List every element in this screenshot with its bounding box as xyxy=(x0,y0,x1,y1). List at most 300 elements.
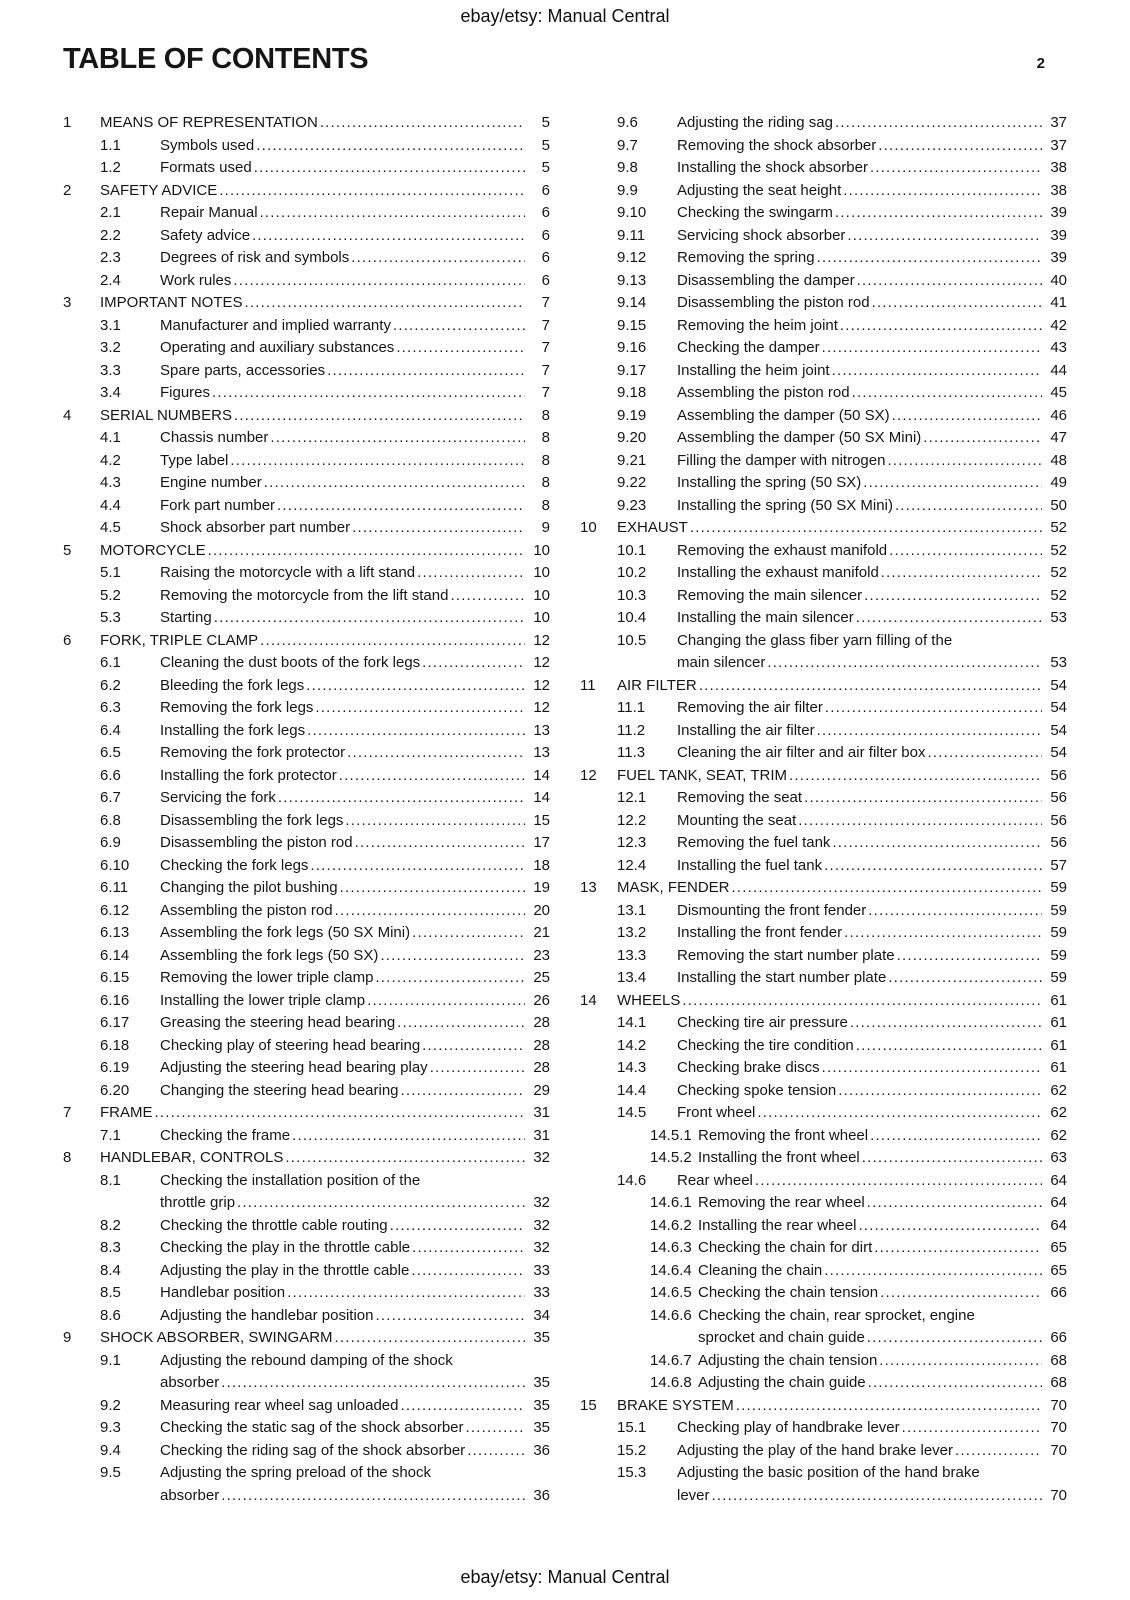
toc-entry-number: 15.1 xyxy=(617,1419,647,1436)
toc-entry-number: 14.6.8 xyxy=(650,1374,692,1391)
toc-leader-dots xyxy=(789,765,1042,788)
toc-leader-dots xyxy=(234,405,525,428)
toc-leader-dots xyxy=(850,1012,1042,1035)
toc-entry-title: Disassembling the piston rod xyxy=(677,294,870,311)
toc-entry-title: Checking the throttle cable routing xyxy=(160,1216,388,1234)
toc-entry-page: 64 xyxy=(1050,1194,1067,1211)
toc-entry-number: 9.17 xyxy=(617,361,647,379)
toc-entry-6-15 xyxy=(63,967,550,990)
toc-entry-page: 7 xyxy=(541,384,550,401)
toc-leader-dots xyxy=(277,495,525,518)
toc-entry-13-4 xyxy=(580,967,1067,990)
toc-entry-number: 10.4 xyxy=(617,609,647,626)
toc-entry-number: 3.4 xyxy=(100,384,121,401)
toc-entry-title: Adjusting the play in the throttle cable xyxy=(160,1261,410,1279)
toc-leader-dots xyxy=(874,1237,1042,1260)
toc-entry-page: 53 xyxy=(1050,654,1067,671)
toc-entry-14-6-3 xyxy=(580,1237,1067,1260)
toc-entry-page: 17 xyxy=(533,834,550,851)
toc-leader-dots xyxy=(798,810,1042,833)
toc-entry-title: Checking play of steering head bearing xyxy=(160,1036,421,1054)
toc-entry-page: 7 xyxy=(541,316,550,334)
toc-entry-6-4 xyxy=(63,720,550,743)
toc-entry-title: Installing the exhaust manifold xyxy=(677,564,879,581)
toc-entry-number: 11.3 xyxy=(617,744,646,761)
toc-entry-page: 70 xyxy=(1050,1486,1067,1504)
watermark-bottom: ebay/etsy: Manual Central xyxy=(460,1567,670,1587)
toc-entry-title: Spare parts, accessories xyxy=(160,361,326,379)
toc-entry-page: 12 xyxy=(533,654,550,671)
toc-entry-page: 59 xyxy=(1050,901,1067,919)
toc-entry-10-5-line2 xyxy=(580,652,1067,675)
toc-entry-page: 13 xyxy=(533,721,550,739)
toc-entry-page: 54 xyxy=(1050,721,1067,739)
toc-entry-number: 9 xyxy=(63,1329,72,1346)
toc-entry-title: Checking the chain for dirt xyxy=(698,1239,873,1256)
toc-entry-page: 56 xyxy=(1050,834,1067,851)
toc-entry-number: 6.13 xyxy=(100,924,130,941)
toc-leader-dots xyxy=(397,1012,525,1035)
toc-entry-page: 10 xyxy=(533,541,550,559)
toc-leader-dots xyxy=(285,1147,525,1170)
toc-entry-title: Checking the damper xyxy=(677,339,820,356)
toc-leader-dots xyxy=(155,1102,526,1125)
toc-entry-11-3 xyxy=(580,742,1067,765)
toc-leader-dots xyxy=(412,922,525,945)
toc-entry-title: Adjusting the chain tension xyxy=(698,1351,878,1369)
toc-entry-number: 4.5 xyxy=(100,519,121,536)
toc-entry-9-4 xyxy=(63,1440,550,1463)
toc-entry-number: 8.6 xyxy=(100,1306,121,1324)
toc-entry-4-4 xyxy=(63,495,550,518)
toc-entry-number: 11.2 xyxy=(617,721,646,739)
toc-leader-dots xyxy=(822,1057,1042,1080)
toc-entry-9-5-line2 xyxy=(63,1485,550,1508)
toc-entry-title: Checking tire air pressure xyxy=(677,1014,848,1031)
toc-entry-number: 6.11 xyxy=(100,879,129,896)
toc-entry-title: Installing the front wheel xyxy=(698,1149,860,1166)
toc-leader-dots xyxy=(422,1035,525,1058)
toc-entry-6-7 xyxy=(63,787,550,810)
toc-entry-6-1 xyxy=(63,652,550,675)
toc-entry-14-6-8 xyxy=(580,1372,1067,1395)
toc-entry-title: Degrees of risk and symbols xyxy=(160,249,350,266)
toc-entry-6-16 xyxy=(63,990,550,1013)
toc-entry-title: Assembling the damper (50 SX) xyxy=(677,406,890,424)
toc-entry-number: 2.2 xyxy=(100,226,121,244)
toc-entry-9-11 xyxy=(580,225,1067,248)
toc-entry-title: Checking the installation position of the xyxy=(160,1171,421,1189)
toc-entry-number: 9.15 xyxy=(617,316,647,334)
toc-entry-number: 4.1 xyxy=(100,429,121,446)
toc-entry-title: Removing the heim joint xyxy=(677,316,838,334)
toc-entry-page: 6 xyxy=(541,204,550,221)
toc-leader-dots xyxy=(868,900,1042,923)
toc-entry-title: Removing the front wheel xyxy=(698,1126,869,1144)
toc-entry-page: 37 xyxy=(1050,136,1067,154)
toc-entry-number: 13.4 xyxy=(617,969,647,986)
toc-entry-9-9 xyxy=(580,180,1067,203)
toc-entry-15 xyxy=(580,1395,1067,1418)
toc-entry-number: 9.1 xyxy=(100,1351,121,1369)
toc-leader-dots xyxy=(870,157,1042,180)
toc-entry-6-17 xyxy=(63,1012,550,1035)
toc-entry-title: Installing the rear wheel xyxy=(698,1216,857,1234)
toc-entry-page: 5 xyxy=(541,159,550,176)
toc-entry-6-6 xyxy=(63,765,550,788)
toc-entry-9-1-line1 xyxy=(63,1350,550,1373)
toc-entry-number: 14.6.7 xyxy=(650,1351,692,1369)
toc-entry-9-10 xyxy=(580,202,1067,225)
toc-entry-number: 3.3 xyxy=(100,361,121,379)
toc-entry-title: Checking the play in the throttle cable xyxy=(160,1239,411,1256)
toc-entry-9-23 xyxy=(580,495,1067,518)
toc-entry-number: 3 xyxy=(63,294,72,311)
toc-entry-number: 8.3 xyxy=(100,1239,121,1256)
toc-entry-page: 56 xyxy=(1050,789,1067,806)
toc-entry-page: 15 xyxy=(533,811,550,829)
toc-entry-title: Installing the fuel tank xyxy=(677,856,823,874)
toc-entry-14-1 xyxy=(580,1012,1067,1035)
toc-entry-title: Checking the chain tension xyxy=(698,1284,879,1301)
toc-entry-page: 47 xyxy=(1050,429,1067,446)
toc-entry-3 xyxy=(63,292,550,315)
toc-entry-page: 23 xyxy=(533,946,550,964)
toc-entry-4-5 xyxy=(63,517,550,540)
toc-entry-15-3-line1 xyxy=(580,1462,1067,1485)
toc-entry-page: 35 xyxy=(533,1419,550,1436)
toc-entry-3-3 xyxy=(63,360,550,383)
toc-entry-14 xyxy=(580,990,1067,1013)
toc-entry-number: 12.4 xyxy=(617,856,647,874)
toc-entry-title: Changing the pilot bushing xyxy=(160,879,338,896)
toc-entry-title: Figures xyxy=(160,384,211,401)
toc-entry-page: 39 xyxy=(1050,204,1067,221)
toc-entry-title: Installing the spring (50 SX Mini) xyxy=(677,496,893,514)
toc-leader-dots xyxy=(835,112,1042,135)
toc-leader-dots xyxy=(320,112,525,135)
toc-entry-9-8 xyxy=(580,157,1067,180)
toc-leader-dots xyxy=(340,877,525,900)
toc-entry-page: 32 xyxy=(533,1216,550,1234)
toc-leader-dots xyxy=(927,742,1042,765)
toc-leader-dots xyxy=(892,405,1042,428)
toc-entry-title: Dismounting the front fender xyxy=(677,901,867,919)
toc-entry-page: 59 xyxy=(1050,879,1067,896)
toc-entry-number: 12.3 xyxy=(617,834,647,851)
toc-entry-10-5-line1 xyxy=(580,630,1067,653)
toc-entry-number: 14.6.3 xyxy=(650,1239,692,1256)
toc-entry-number: 8.4 xyxy=(100,1261,121,1279)
toc-leader-dots xyxy=(699,675,1042,698)
toc-leader-dots xyxy=(237,1192,525,1215)
toc-entry-title: Work rules xyxy=(160,271,232,289)
toc-entry-page: 61 xyxy=(1050,991,1067,1009)
toc-entry-number: 6.2 xyxy=(100,676,121,694)
toc-entry-title: Adjusting the play of the hand brake lever xyxy=(677,1441,954,1459)
toc-entry-title: Safety advice xyxy=(160,226,251,244)
toc-entry-page: 13 xyxy=(533,744,550,761)
toc-leader-dots xyxy=(923,427,1042,450)
toc-entry-14-6-5 xyxy=(580,1282,1067,1305)
toc-leader-dots xyxy=(339,765,525,788)
toc-entry-page: 6 xyxy=(541,249,550,266)
toc-leader-dots xyxy=(252,225,525,248)
toc-leader-dots xyxy=(245,292,525,315)
toc-entry-page: 59 xyxy=(1050,969,1067,986)
toc-entry-page: 48 xyxy=(1050,451,1067,469)
toc-entry-title: Checking the fork legs xyxy=(160,856,309,874)
toc-entry-title: Cleaning the air filter and air filter box xyxy=(677,744,926,761)
toc-entry-number: 6.8 xyxy=(100,811,121,829)
toc-entry-title: Cleaning the dust boots of the fork legs xyxy=(160,654,421,671)
toc-entry-title: Measuring rear wheel sag unloaded xyxy=(160,1396,399,1414)
toc-entry-number: 9.19 xyxy=(617,406,647,424)
toc-entry-title: Disassembling the damper xyxy=(677,271,855,289)
toc-entry-page: 63 xyxy=(1050,1149,1067,1166)
toc-entry-title: Cleaning the chain xyxy=(698,1261,823,1279)
toc-leader-dots xyxy=(351,247,525,270)
toc-leader-dots xyxy=(278,787,525,810)
toc-entry-title: Servicing the fork xyxy=(160,789,276,806)
toc-entry-page: 14 xyxy=(533,789,550,806)
toc-entry-page: 36 xyxy=(533,1486,550,1504)
toc-entry-page: 21 xyxy=(533,924,550,941)
toc-entry-6-19 xyxy=(63,1057,550,1080)
toc-entry-6-9 xyxy=(63,832,550,855)
toc-entry-9-12 xyxy=(580,247,1067,270)
toc-entry-title: Shock absorber part number xyxy=(160,519,351,536)
toc-entry-page: 56 xyxy=(1050,811,1067,829)
toc-leader-dots xyxy=(857,270,1042,293)
toc-entry-14-6-2 xyxy=(580,1215,1067,1238)
toc-entry-number: 12 xyxy=(580,766,597,784)
toc-entry-title: Assembling the piston rod xyxy=(677,384,850,401)
toc-entry-title: FRAME xyxy=(100,1104,153,1121)
toc-entry-page: 46 xyxy=(1050,406,1067,424)
toc-entry-6-5 xyxy=(63,742,550,765)
toc-entry-7-1 xyxy=(63,1125,550,1148)
toc-entry-page: 49 xyxy=(1050,474,1067,491)
toc-leader-dots xyxy=(804,787,1042,810)
toc-entry-page: 38 xyxy=(1050,159,1067,176)
toc-entry-9-15 xyxy=(580,315,1067,338)
toc-entry-page: 68 xyxy=(1050,1374,1067,1391)
toc-entry-page: 64 xyxy=(1050,1171,1067,1189)
toc-entry-title: Removing the rear wheel xyxy=(698,1194,865,1211)
toc-entry-title: SERIAL NUMBERS xyxy=(100,406,232,424)
toc-entry-9-5-line1 xyxy=(63,1462,550,1485)
toc-entry-title: Repair Manual xyxy=(160,204,258,221)
toc-leader-dots xyxy=(307,720,525,743)
toc-entry-number: 9.7 xyxy=(617,136,638,154)
toc-entry-title: Installing the main silencer xyxy=(677,609,854,626)
toc-entry-title: Checking the swingarm xyxy=(677,204,833,221)
toc-entry-12-2 xyxy=(580,810,1067,833)
toc-entry-title: Checking the chain, rear sprocket, engine xyxy=(698,1306,975,1324)
toc-entry-number: 9.5 xyxy=(100,1464,121,1481)
toc-leader-dots xyxy=(955,1440,1042,1463)
toc-entry-7 xyxy=(63,1102,550,1125)
toc-entry-number: 15.3 xyxy=(617,1464,647,1481)
toc-entry-page: 10 xyxy=(533,586,550,604)
toc-entry-number: 9.6 xyxy=(617,114,638,131)
toc-entry-number: 4 xyxy=(63,406,72,424)
toc-entry-title: Bleeding the fork legs xyxy=(160,676,305,694)
toc-entry-number: 10.2 xyxy=(617,564,647,581)
toc-entry-number: 9.12 xyxy=(617,249,647,266)
toc-entry-4-1 xyxy=(63,427,550,450)
toc-entry-6-2 xyxy=(63,675,550,698)
toc-entry-page: 66 xyxy=(1050,1284,1067,1301)
toc-leader-dots xyxy=(824,1260,1042,1283)
toc-entry-12-3 xyxy=(580,832,1067,855)
toc-entry-9-6 xyxy=(580,112,1067,135)
toc-entry-number: 1.2 xyxy=(100,159,121,176)
toc-entry-page: 52 xyxy=(1050,541,1067,559)
toc-entry-1-2 xyxy=(63,157,550,180)
toc-entry-9-21 xyxy=(580,450,1067,473)
toc-entry-10-2 xyxy=(580,562,1067,585)
toc-leader-dots xyxy=(390,1215,525,1238)
toc-entry-14-6 xyxy=(580,1170,1067,1193)
toc-entry-9-13 xyxy=(580,270,1067,293)
toc-entry-number: 4.4 xyxy=(100,496,121,514)
toc-entry-6-20 xyxy=(63,1080,550,1103)
toc-entry-14-6-1 xyxy=(580,1192,1067,1215)
toc-entry-page: 12 xyxy=(533,631,550,649)
toc-entry-3-4 xyxy=(63,382,550,405)
toc-entry-2 xyxy=(63,180,550,203)
toc-leader-dots xyxy=(411,1260,525,1283)
toc-entry-number: 14.3 xyxy=(617,1059,647,1076)
toc-entry-number: 4.3 xyxy=(100,474,121,491)
toc-entry-14-5-1 xyxy=(580,1125,1067,1148)
toc-entry-number: 14 xyxy=(580,991,597,1009)
toc-entry-page: 26 xyxy=(533,991,550,1009)
toc-entry-title: Checking play of handbrake lever xyxy=(677,1419,900,1436)
toc-entry-title: Adjusting the chain guide xyxy=(698,1374,866,1391)
toc-entry-title: Servicing shock absorber xyxy=(677,226,846,244)
toc-entry-title: Assembling the fork legs (50 SX) xyxy=(160,946,379,964)
toc-entry-title: Installing the air filter xyxy=(677,721,815,739)
toc-entry-page: 65 xyxy=(1050,1239,1067,1256)
toc-entry-page: 32 xyxy=(533,1239,550,1256)
toc-entry-page: 64 xyxy=(1050,1216,1067,1234)
toc-leader-dots xyxy=(682,990,1042,1013)
toc-entry-page: 28 xyxy=(533,1036,550,1054)
toc-entry-number: 9.23 xyxy=(617,496,647,514)
toc-entry-title: MEANS OF REPRESENTATION xyxy=(100,114,318,131)
toc-leader-dots xyxy=(466,1417,525,1440)
toc-entry-title: MOTORCYCLE xyxy=(100,541,206,559)
toc-entry-10-4 xyxy=(580,607,1067,630)
toc-leader-dots xyxy=(856,1035,1042,1058)
toc-leader-dots xyxy=(376,1305,526,1328)
toc-entry-number: 13.2 xyxy=(617,924,647,941)
toc-entry-number: 14.5.2 xyxy=(650,1149,692,1166)
toc-entry-number: 5.1 xyxy=(100,564,121,581)
toc-entry-title: Disassembling the piston rod xyxy=(160,834,353,851)
toc-entry-8-3 xyxy=(63,1237,550,1260)
toc-entry-title: sprocket and chain guide xyxy=(698,1329,865,1346)
toc-leader-dots xyxy=(367,990,525,1013)
toc-entry-page: 29 xyxy=(533,1081,550,1099)
toc-entry-9-14 xyxy=(580,292,1067,315)
toc-entry-number: 14.4 xyxy=(617,1081,647,1099)
toc-entry-14-6-6-line2 xyxy=(580,1327,1067,1350)
toc-entry-page: 35 xyxy=(533,1329,550,1346)
toc-leader-dots xyxy=(467,1440,525,1463)
toc-leader-dots xyxy=(864,585,1042,608)
toc-entry-title: BRAKE SYSTEM xyxy=(617,1396,734,1414)
toc-entry-number: 3.1 xyxy=(100,316,121,334)
toc-entry-title: Manufacturer and implied warranty xyxy=(160,316,391,334)
toc-entry-page: 7 xyxy=(541,294,550,311)
toc-entry-number: 2.3 xyxy=(100,249,121,266)
toc-entry-title: Installing the spring (50 SX) xyxy=(677,474,862,491)
toc-leader-dots xyxy=(335,900,525,923)
toc-entry-number: 5 xyxy=(63,541,72,559)
toc-entry-page: 14 xyxy=(533,766,550,784)
toc-leader-dots xyxy=(878,135,1042,158)
toc-entry-9-20 xyxy=(580,427,1067,450)
toc-entry-title: SAFETY ADVICE xyxy=(100,181,218,199)
toc-entry-number: 6.18 xyxy=(100,1036,130,1054)
toc-leader-dots xyxy=(347,742,525,765)
toc-entry-title: Handlebar position xyxy=(160,1284,286,1301)
toc-leader-dots xyxy=(400,1395,525,1418)
toc-entry-10-1 xyxy=(580,540,1067,563)
toc-leader-dots xyxy=(862,1147,1042,1170)
toc-entry-number: 6.20 xyxy=(100,1081,130,1099)
toc-entry-title: Adjusting the riding sag xyxy=(677,114,833,131)
toc-entry-number: 4.2 xyxy=(100,451,121,469)
toc-leader-dots xyxy=(430,1057,525,1080)
toc-entry-title: Changing the steering head bearing xyxy=(160,1081,399,1099)
toc-entry-page: 42 xyxy=(1050,316,1067,334)
toc-entry-page: 35 xyxy=(533,1374,550,1391)
toc-leader-dots xyxy=(757,1102,1042,1125)
toc-leader-dots xyxy=(838,1080,1042,1103)
toc-entry-number: 14.6.4 xyxy=(650,1261,692,1279)
toc-entry-page: 59 xyxy=(1050,924,1067,941)
toc-entry-title: Installing the heim joint xyxy=(677,361,830,379)
toc-entry-page: 39 xyxy=(1050,226,1067,244)
toc-leader-dots xyxy=(221,1372,525,1395)
toc-entry-number: 6.19 xyxy=(100,1059,130,1076)
toc-leader-dots xyxy=(732,877,1042,900)
toc-entry-page: 31 xyxy=(533,1126,550,1144)
toc-entry-number: 8.1 xyxy=(100,1171,121,1189)
toc-entry-title: Removing the start number plate xyxy=(677,946,895,964)
toc-leader-dots xyxy=(345,810,525,833)
toc-entry-number: 14.6.1 xyxy=(650,1194,692,1211)
toc-column-left xyxy=(63,112,550,1507)
toc-entry-title: Disassembling the fork legs xyxy=(160,811,344,829)
toc-leader-dots xyxy=(897,945,1042,968)
toc-leader-dots xyxy=(292,1125,525,1148)
toc-entry-8-6 xyxy=(63,1305,550,1328)
toc-entry-number: 6.17 xyxy=(100,1014,130,1031)
toc-entry-number: 15.2 xyxy=(617,1441,647,1459)
toc-leader-dots xyxy=(887,450,1042,473)
toc-entry-title: Adjusting the seat height xyxy=(677,181,842,199)
toc-entry-page: 54 xyxy=(1050,676,1067,694)
toc-entry-6-10 xyxy=(63,855,550,878)
toc-entry-11-1 xyxy=(580,697,1067,720)
toc-entry-8-2 xyxy=(63,1215,550,1238)
